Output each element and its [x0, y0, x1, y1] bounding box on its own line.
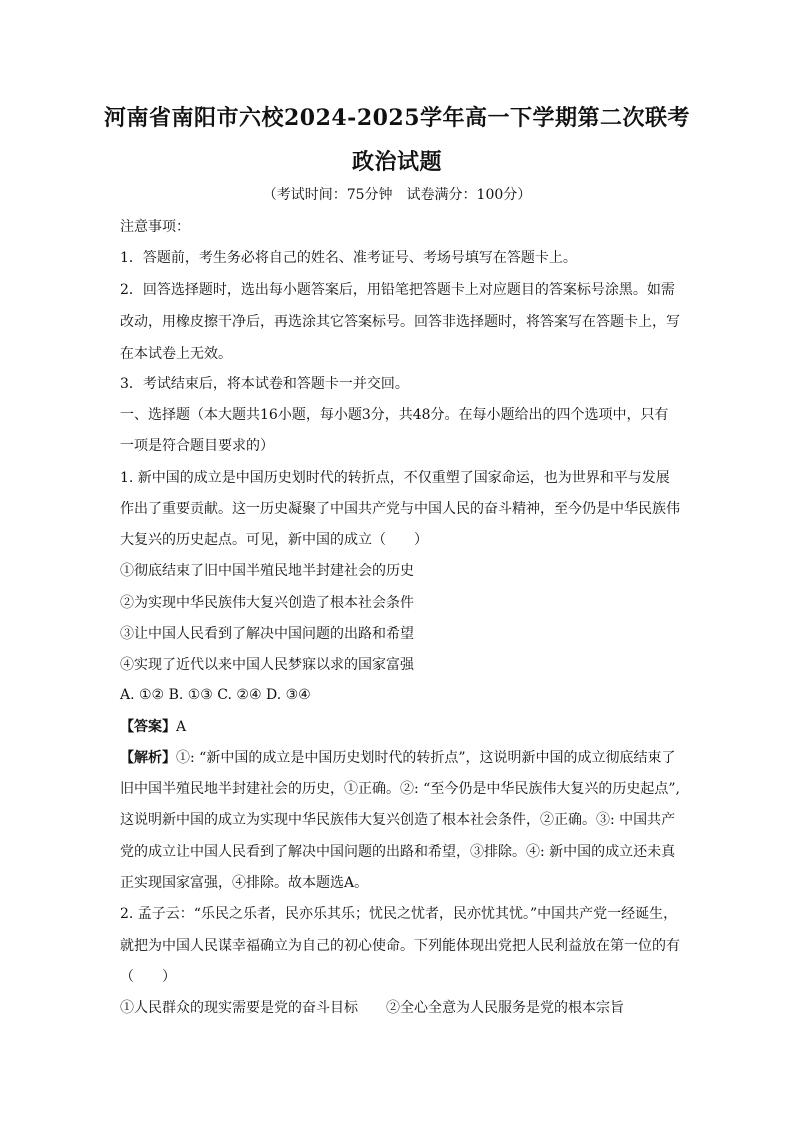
q2-option-2: ②全心全意为人民服务是党的根本宗旨	[386, 1000, 624, 1016]
q1-answer	[120, 718, 186, 736]
notice-item-2-line-1: 2．回答选择题时，选出每小题答案后，用铅笔把答题卡上对应题目的答案标号涂黑。如需	[120, 282, 675, 298]
q2-options-row	[120, 999, 624, 1017]
answer-value: A	[176, 719, 187, 735]
notice-item-2-line-3: 在本试卷上无效。	[120, 346, 232, 362]
notice-item-2-line-2: 改动，用橡皮擦干净后，再选涂其它答案标号。回答非选择题时，将答案写在答题卡上，写	[120, 314, 680, 330]
notice-item-3: 3．考试结束后，将本试卷和答题卡一并交回。	[120, 376, 409, 392]
q1-option-3: ③让中国人民看到了解决中国问题的出路和希望	[120, 626, 414, 642]
exam-title: 河南省南阳市六校2024-2025学年高一下学期第二次联考	[103, 105, 691, 131]
q1-stem-line-3: 大复兴的历史起点。可见，新中国的成立（ ）	[120, 532, 428, 548]
q2-stem-line-1: 2. 孟子云：“乐民之乐者，民亦乐其乐；忧民之忧者，民亦忧其忧。”中国共产党一经诞生，	[120, 906, 678, 922]
answer-label: 【答案】	[120, 719, 176, 735]
q1-analysis-line-3: 这说明新中国的成立为实现中华民族伟大复兴创造了根本社会条件，②正确。③: 中国共产	[120, 812, 676, 828]
q2-option-1: ①人民群众的现实需要是党的奋斗目标	[120, 1000, 358, 1016]
q1-choices: A. ①② B. ①③ C. ②④ D. ③④	[120, 687, 311, 703]
q1-option-1: ①彻底结束了旧中国半殖民地半封建社会的历史	[120, 563, 414, 579]
q1-stem-line-1: 1. 新中国的成立是中国历史划时代的转折点，不仅重塑了国家命运，也为世界和平与发展	[120, 470, 670, 486]
q1-analysis-line-4: 党的成立让中国人民看到了解决中国问题的出路和希望，③排除。④: 新中国的成立还未真	[120, 844, 676, 860]
analysis-label: 【解析】	[120, 750, 176, 766]
q1-analysis-line-2: 旧中国半殖民地半封建社会的历史，①正确。②: “至今仍是中华民族伟大复兴的历史起点”,	[120, 781, 680, 797]
section-heading-line-1: 一、选择题（本大题共16小题，每小题3分，共48分。在每小题给出的四个选项中，只有	[120, 407, 669, 423]
q2-stem-line-3: （ ）	[120, 969, 176, 985]
subject-title: 政治试题	[351, 149, 442, 175]
q1-analysis-line-1	[120, 749, 675, 767]
q1-analysis-line-5: 正实现国家富强，④排除。故本题选A。	[120, 875, 369, 891]
analysis-text: ①: “新中国的成立是中国历史划时代的转折点”，这说明新中国的成立彻底结束了	[176, 750, 676, 766]
section-heading-line-2: 一项是符合题目要求的）	[120, 438, 274, 454]
notice-heading: 注意事项：	[120, 219, 190, 235]
exam-info: （考试时间：75分钟 试卷满分：100分）	[262, 187, 532, 203]
q1-option-4: ④实现了近代以来中国人民梦寐以求的国家富强	[120, 657, 414, 673]
q1-stem-line-2: 作出了重要贡献。这一历史凝聚了中国共产党与中国人民的奋斗精神，至今仍是中华民族伟	[120, 501, 680, 517]
q1-option-2: ②为实现中华民族伟大复兴创造了根本社会条件	[120, 595, 414, 611]
notice-item-1: 1．答题前，考生务必将自己的姓名、准考证号、考场号填写在答题卡上。	[120, 250, 577, 266]
q2-stem-line-2: 就把为中国人民谋幸福确立为自己的初心使命。下列能体现出党把人民利益放在第一位的有	[120, 938, 680, 954]
